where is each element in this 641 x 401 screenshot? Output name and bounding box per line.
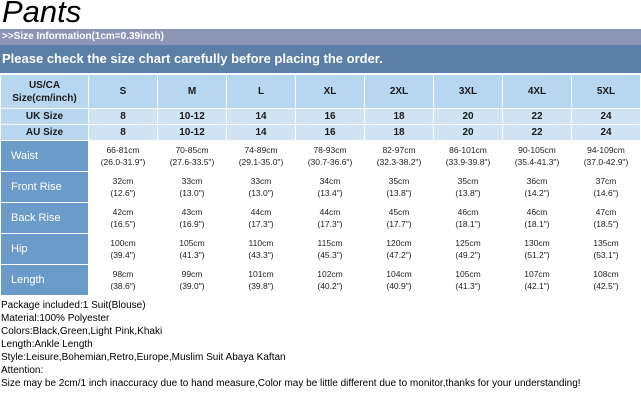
measurement-cell [296,234,365,265]
measurement-cell [365,203,434,234]
au-size-row [1,125,641,141]
measurement-cell [434,172,503,203]
measurement-inch: (40.2") [317,281,343,291]
measurement-inch: (33.9-39.8") [445,157,491,167]
measurement-cm: 32cm [112,176,134,186]
measurement-inch: (14.6") [593,188,619,198]
size-header-cell: 5XL [572,75,641,109]
measurement-cell [227,141,296,172]
measurement-inch: (47.2") [386,250,412,260]
measurement-cell [503,172,572,203]
measurement-cell [572,141,641,172]
measurement-label: Hip [1,234,89,265]
measurement-cm: 108cm [593,269,619,279]
au-size-cell: 22 [503,125,572,141]
measurement-inch: (14.2") [524,188,550,198]
measurement-inch: (32.3-38.2") [376,157,422,167]
measurement-cell [296,141,365,172]
measurement-cm: 44cm [250,207,272,217]
measurement-cm: 125cm [455,238,481,248]
measurement-cell [296,265,365,296]
measurement-inch: (45.3") [317,250,343,260]
measurement-cm: 47cm [595,207,617,217]
measurement-cell [572,203,641,234]
measurement-inch: (16.5") [110,219,136,229]
measurement-cell [89,172,158,203]
measurement-cm: 35cm [457,176,479,186]
measurement-inch: (29.1-35.0") [238,157,284,167]
au-size-cell: 24 [572,125,641,141]
measurement-cm: 110cm [248,238,274,248]
measurement-cm: 94-109cm [587,145,625,155]
uk-size-row [1,109,641,125]
measurement-inch: (40.9") [386,281,412,291]
measurement-cell [365,265,434,296]
measurement-cell [503,141,572,172]
measurement-cm: 36cm [526,176,548,186]
measurement-cell [365,172,434,203]
measurement-inch: (13.0") [179,188,205,198]
measurement-row [1,234,641,265]
measurement-cm: 35cm [388,176,410,186]
measurement-cm: 99cm [181,269,203,279]
note-line: Attention: [1,365,44,376]
measurement-cell [503,203,572,234]
measurement-cm: 105cm [179,238,205,248]
measurement-cell [158,141,227,172]
size-header-cell: 3XL [434,75,503,109]
measurement-cm: 46cm [526,207,548,217]
measurement-cm: 102cm [317,269,343,279]
measurement-label: Waist [1,141,89,172]
measurement-cm: 105cm [455,269,481,279]
au-size-cell: 16 [296,125,365,141]
size-warning-bar: Please check the size chart carefully before placing the order. [0,45,641,73]
measurement-row [1,265,641,296]
size-header-cell: 4XL [503,75,572,109]
measurement-cm: 74-89cm [244,145,278,155]
uk-size-cell: 16 [296,109,365,125]
measurement-inch: (42.1") [524,281,550,291]
measurement-cell [296,203,365,234]
measurement-inch: (13.4") [317,188,343,198]
measurement-row [1,172,641,203]
measurement-inch: (53.1") [593,250,619,260]
size-header-cell: 2XL [365,75,434,109]
measurement-cm: 66-81cm [106,145,140,155]
measurement-inch: (42.5") [593,281,619,291]
note-line: Package included:1 Suit(Blouse) [1,300,146,311]
measurement-cell [158,172,227,203]
measurement-cell [89,203,158,234]
measurement-inch: (35.4-41.3") [514,157,560,167]
measurement-cm: 115cm [317,238,343,248]
uk-size-row-label: UK Size [1,109,89,125]
measurement-cm: 120cm [386,238,412,248]
measurement-inch: (41.3") [179,250,205,260]
measurement-cm: 33cm [250,176,272,186]
measurement-cm: 82-97cm [382,145,416,155]
measurement-label: Length [1,265,89,296]
size-header-row [1,75,641,109]
uk-size-cell: 22 [503,109,572,125]
measurement-cell [434,234,503,265]
measurement-cm: 46cm [457,207,479,217]
measurement-cell [158,203,227,234]
measurement-inch: (18.5") [593,219,619,229]
note-line: Material:100% Polyester [1,313,110,324]
au-size-cell: 20 [434,125,503,141]
au-size-cell: 18 [365,125,434,141]
measurement-cell [365,234,434,265]
size-unit-label: Size(cm/inch) [12,92,77,104]
measurement-cm: 78-93cm [313,145,347,155]
product-notes [1,299,641,390]
measurement-inch: (43.3") [248,250,274,260]
measurement-cm: 90-105cm [518,145,556,155]
uk-size-cell: 18 [365,109,434,125]
measurement-cm: 44cm [319,207,341,217]
au-size-cell: 10-12 [158,125,227,141]
size-info-bar: >>Size Information(1cm=0.39inch) [0,29,641,45]
measurement-inch: (37.0-42.9") [583,157,629,167]
au-size-cell: 14 [227,125,296,141]
measurement-cm: 101cm [248,269,274,279]
uk-size-cell: 14 [227,109,296,125]
measurement-cell [89,141,158,172]
measurement-cell [158,265,227,296]
measurement-cm: 86-101cm [449,145,487,155]
measurement-cell [365,141,434,172]
measurement-cell [434,265,503,296]
size-header-cell: XL [296,75,365,109]
measurement-inch: (38.6") [110,281,136,291]
measurement-cm: 98cm [112,269,134,279]
uk-size-cell: 10-12 [158,109,227,125]
measurement-cell [296,172,365,203]
measurement-inch: (41.3") [455,281,481,291]
note-line: Size may be 2cm/1 inch inaccuracy due to hand measure,Color may be little different due to monitor,thanks for your understanding! [1,378,581,389]
note-line: Length:Ankle Length [1,339,93,350]
measurement-inch: (39.8") [248,281,274,291]
size-header-cell: M [158,75,227,109]
measurement-inch: (27.6-33.5") [169,157,215,167]
measurement-cell [89,265,158,296]
measurement-cell [227,172,296,203]
measurement-row [1,203,641,234]
measurement-inch: (51.2") [524,250,550,260]
measurement-label: Front Rise [1,172,89,203]
measurement-cm: 130cm [524,238,550,248]
au-size-cell: 8 [89,125,158,141]
measurement-cell [434,203,503,234]
measurement-cm: 33cm [181,176,203,186]
measurement-cm: 135cm [593,238,619,248]
measurement-inch: (17.7") [386,219,412,229]
measurement-cell [572,172,641,203]
measurement-inch: (17.3") [248,219,274,229]
measurement-inch: (49.2") [455,250,481,260]
measurement-label: Back Rise [1,203,89,234]
size-header-cell: L [227,75,296,109]
measurement-cell [227,234,296,265]
measurement-cell [89,234,158,265]
measurement-cm: 100cm [110,238,136,248]
uk-size-cell: 20 [434,109,503,125]
uk-size-cell: 24 [572,109,641,125]
measurement-cell [572,265,641,296]
measurement-inch: (13.8") [386,188,412,198]
size-chart-table [0,74,641,296]
measurement-cell [158,234,227,265]
measurement-inch: (13.0") [248,188,274,198]
measurement-inch: (18.1") [524,219,550,229]
measurement-inch: (30.7-36.6") [307,157,353,167]
us-ca-label: US/CA [28,79,61,91]
measurement-cm: 43cm [181,207,203,217]
measurement-inch: (13.8") [455,188,481,198]
measurement-cell [503,234,572,265]
measurement-cell [227,203,296,234]
measurement-cm: 34cm [319,176,341,186]
measurement-cm: 107cm [524,269,550,279]
measurement-inch: (18.1") [455,219,481,229]
measurement-cell [572,234,641,265]
measurement-inch: (39.0") [179,281,205,291]
measurement-inch: (12.6") [110,188,136,198]
note-line: Style:Leisure,Bohemian,Retro,Europe,Muslim Suit Abaya Kaftan [1,352,286,363]
measurement-cm: 104cm [386,269,412,279]
measurement-cm: 70-85cm [175,145,209,155]
measurement-inch: (17.3") [317,219,343,229]
au-size-row-label: AU Size [1,125,89,141]
page-title: Pants [2,0,82,29]
measurement-inch: (16.9") [179,219,205,229]
measurement-inch: (39.4") [110,250,136,260]
measurement-cm: 45cm [388,207,410,217]
note-line: Colors:Black,Green,Light Pink,Khaki [1,326,163,337]
size-header-cell: S [89,75,158,109]
measurement-cm: 37cm [595,176,617,186]
measurement-cell [434,141,503,172]
us-ca-size-label [1,75,89,109]
measurement-inch: (26.0-31.9") [100,157,146,167]
measurement-cell [503,265,572,296]
uk-size-cell: 8 [89,109,158,125]
measurement-cell [227,265,296,296]
measurement-row [1,141,641,172]
measurement-cm: 42cm [112,207,134,217]
